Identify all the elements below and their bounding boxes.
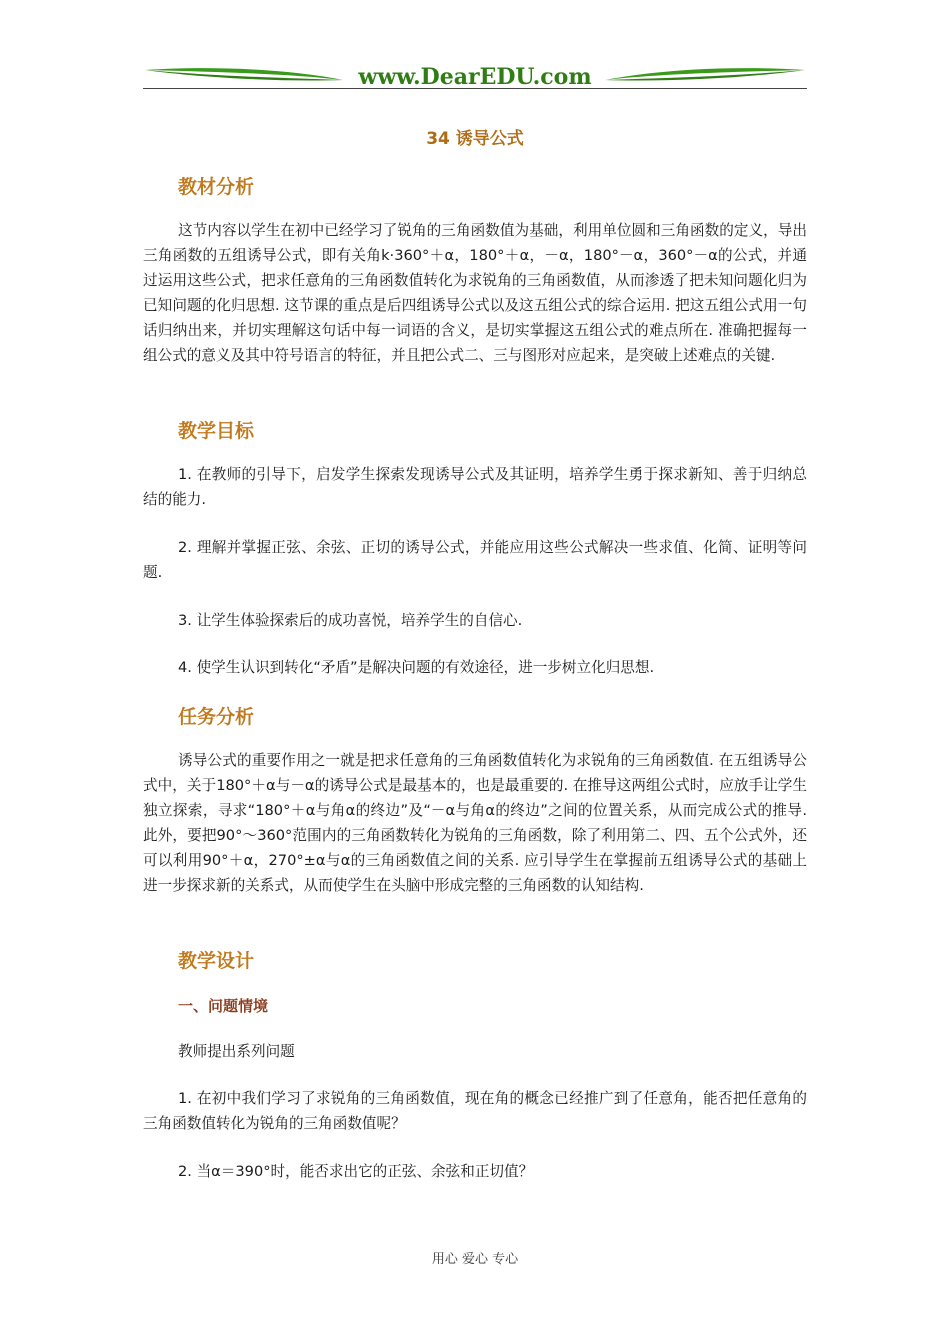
goal-item-2: 2. 理解并掌握正弦、余弦、正切的诱导公式，并能应用这些公式解决一些求值、化简、证明等问题. [143, 539, 807, 581]
section-heading-teaching-goals: 教学目标 [178, 420, 255, 442]
task-analysis-paragraph: 诱导公式的重要作用之一就是把求任意角的三角函数值转化为求锐角的三角函数值. 在五组诱导公式中，关于180°＋α与－α的诱导公式是最基本的，也是最重要的. 在推导这两组公式时，应放手让学生独立探索，寻求“180°＋α与角α的终边”及“－α与角α的终边”之间的位置关系，从而完成公式的推导. 此外，要把90°～360°范围内的三角函数转化为锐角的三角函数，除了利用第二、四、五个公式外，还可以利用90°＋α，270°±α与α的三角函数值之间的关系. 应引导学生在掌握前五组诱导公式的基础上进一步探求新的关系式，从而使学生在头脑中形成完整的三角函数的认知结构. [143, 752, 807, 894]
goal-item-4: 4. 使学生认识到转化“矛盾”是解决问题的有效途径，进一步树立化归思想. [178, 659, 655, 676]
page-footer: 用心 爱心 专心 [431, 1252, 519, 1267]
site-logo-text[interactable]: www.DearEDU.com [358, 64, 592, 90]
teacher-questions-intro: 教师提出系列问题 [178, 1043, 295, 1060]
goal-item-3: 3. 让学生体验探索后的成功喜悦，培养学生的自信心. [178, 612, 523, 629]
section-heading-task-analysis: 任务分析 [178, 706, 255, 728]
header-divider [143, 88, 807, 89]
textbook-analysis-paragraph: 这节内容以学生在初中已经学习了锐角的三角函数值为基础，利用单位圆和三角函数的定义，导出三角函数的五组诱导公式，即有关角k·360°＋α，180°＋α，－α，180°－α，360°－α的公式，并通过运用这些公式，把求任意角的三角函数值转化为求锐角的三角函数值，从而渗透了把未知问题化归为已知问题的化归思想. 这节课的重点是后四组诱导公式以及这五组公式的综合运用. 把这五组公式用一句话归纳出来，并切实理解这句话中每一词语的含义，是切实掌握这五组公式的难点所在. 准确把握每一组公式的意义及其中符号语言的特征，并且把公式二、三与图形对应起来，是突破上述难点的关键. [143, 222, 807, 364]
section-heading-teaching-design: 教学设计 [178, 950, 255, 972]
subheading-problem-context: 一、问题情境 [178, 997, 269, 1015]
goal-item-1: 1. 在教师的引导下，启发学生探索发现诱导公式及其证明，培养学生勇于探求新知、善于归纳总结的能力. [143, 466, 807, 508]
section-heading-textbook-analysis: 教材分析 [178, 176, 255, 198]
question-item-1: 1. 在初中我们学习了求锐角的三角函数值，现在角的概念已经推广到了任意角，能否把任意角的三角函数值转化为锐角的三角函数值呢？ [143, 1090, 807, 1132]
question-item-2: 2. 当α＝390°时，能否求出它的正弦、余弦和正切值？ [178, 1163, 534, 1180]
page-title: 34 诱导公式 [426, 129, 524, 149]
